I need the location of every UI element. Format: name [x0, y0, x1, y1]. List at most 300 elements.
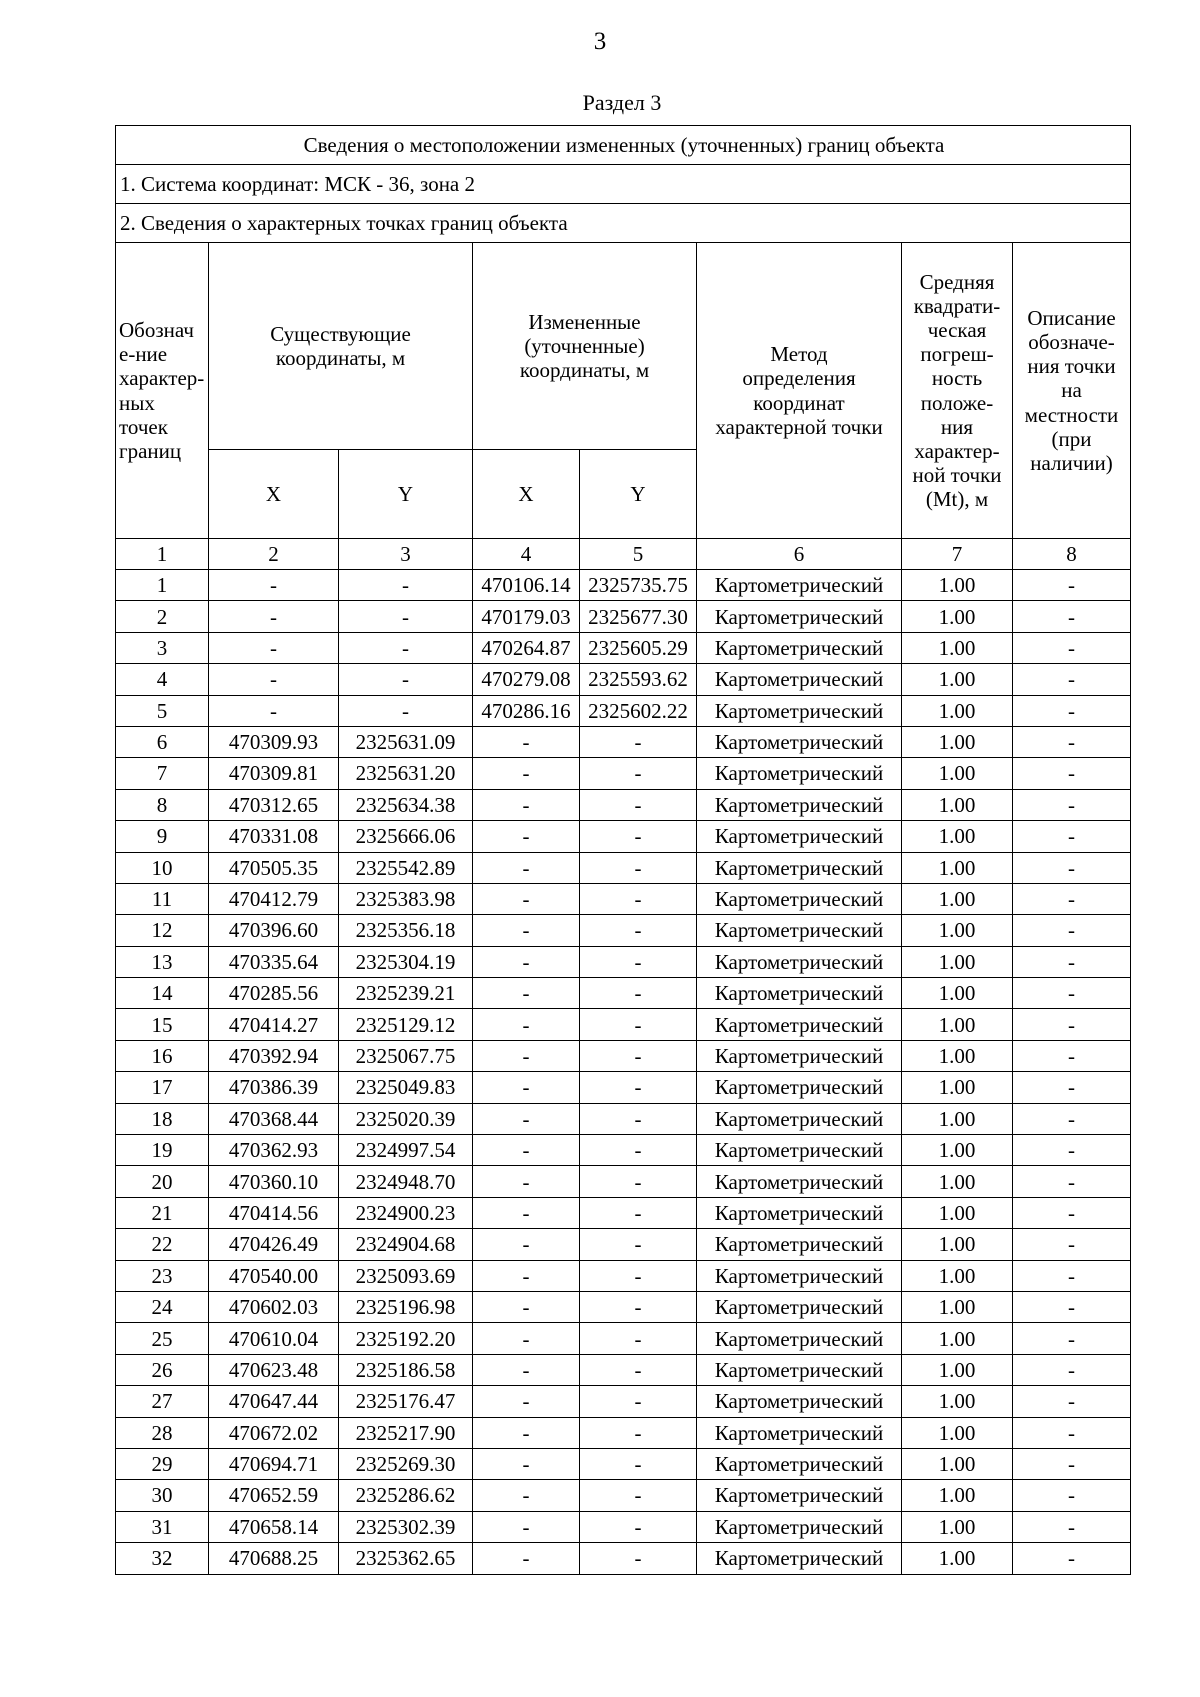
column-number: 5 [580, 539, 697, 570]
existing-y: 2325049.83 [339, 1072, 473, 1103]
column-number: 2 [209, 539, 339, 570]
point-number: 6 [116, 726, 209, 757]
changed-y: - [580, 821, 697, 852]
description: - [1013, 1135, 1131, 1166]
changed-y: - [580, 1135, 697, 1166]
changed-x: - [473, 852, 580, 883]
header-line: местности [1024, 402, 1119, 427]
changed-y: 2325605.29 [580, 632, 697, 663]
changed-y: - [580, 1511, 697, 1542]
coordinate-system: 1. Система координат: МСК - 36, зона 2 [116, 165, 1131, 204]
changed-x: - [473, 1354, 580, 1385]
table-row [116, 1009, 1131, 1040]
table-row [116, 1448, 1131, 1479]
header-line: характерной точки [715, 414, 883, 439]
changed-y: - [580, 883, 697, 914]
changed-y: - [580, 1480, 697, 1511]
description: - [1013, 1260, 1131, 1291]
existing-y: 2325269.30 [339, 1448, 473, 1479]
point-number: 15 [116, 1009, 209, 1040]
point-number: 16 [116, 1040, 209, 1071]
header-line: определения [742, 366, 856, 391]
description: - [1013, 1386, 1131, 1417]
mean-square-error: 1.00 [902, 1040, 1013, 1071]
description: - [1013, 695, 1131, 726]
point-number: 18 [116, 1103, 209, 1134]
description: - [1013, 570, 1131, 601]
header-changed-y: Y [580, 450, 697, 539]
table-row [116, 1354, 1131, 1385]
table-row [116, 1197, 1131, 1228]
description: - [1013, 601, 1131, 632]
existing-x: - [209, 632, 339, 663]
header-line: ния точки [1027, 354, 1116, 379]
header-line: ность [931, 366, 983, 391]
changed-y: 2325602.22 [580, 695, 697, 726]
table-row [116, 1511, 1131, 1542]
existing-y: 2325356.18 [339, 915, 473, 946]
method: Картометрический [697, 570, 902, 601]
mean-square-error: 1.00 [902, 664, 1013, 695]
table-row [116, 1386, 1131, 1417]
point-number: 24 [116, 1291, 209, 1322]
existing-x: 470610.04 [209, 1323, 339, 1354]
existing-x: 470309.93 [209, 726, 339, 757]
point-number: 8 [116, 789, 209, 820]
mean-square-error: 1.00 [902, 1448, 1013, 1479]
table-row [116, 883, 1131, 914]
changed-y: - [580, 1417, 697, 1448]
header-existing-y: Y [339, 450, 473, 539]
changed-x: - [473, 1511, 580, 1542]
existing-x: 470285.56 [209, 978, 339, 1009]
existing-y: - [339, 695, 473, 726]
mean-square-error: 1.00 [902, 1543, 1013, 1574]
table-row [116, 1543, 1131, 1574]
coordinates-table [115, 125, 1131, 1575]
mean-square-error: 1.00 [902, 1354, 1013, 1385]
changed-y: - [580, 1197, 697, 1228]
existing-x: 470360.10 [209, 1166, 339, 1197]
changed-x: - [473, 1135, 580, 1166]
mean-square-error: 1.00 [902, 915, 1013, 946]
table-row [116, 664, 1131, 695]
existing-x: 470362.93 [209, 1135, 339, 1166]
table-row [116, 1072, 1131, 1103]
mean-square-error: 1.00 [902, 1135, 1013, 1166]
method: Картометрический [697, 852, 902, 883]
method: Картометрический [697, 1417, 902, 1448]
description: - [1013, 1229, 1131, 1260]
method: Картометрический [697, 883, 902, 914]
method: Картометрический [697, 664, 902, 695]
changed-y: - [580, 1543, 697, 1574]
existing-y: 2325192.20 [339, 1323, 473, 1354]
description: - [1013, 1291, 1131, 1322]
existing-y: - [339, 570, 473, 601]
changed-x: 470106.14 [473, 570, 580, 601]
changed-x: - [473, 1291, 580, 1322]
existing-y: 2325631.20 [339, 758, 473, 789]
description: - [1013, 1197, 1131, 1228]
changed-y: - [580, 1260, 697, 1291]
table-body [116, 570, 1131, 1575]
changed-x: - [473, 1480, 580, 1511]
column-number: 1 [116, 539, 209, 570]
table-row [116, 1480, 1131, 1511]
changed-x: - [473, 1448, 580, 1479]
mean-square-error: 1.00 [902, 852, 1013, 883]
page-number: 3 [593, 28, 607, 55]
table-row [116, 632, 1131, 663]
table-row [116, 1260, 1131, 1291]
header-line: Существующие [270, 321, 411, 346]
method: Картометрический [697, 1448, 902, 1479]
changed-x: - [473, 758, 580, 789]
changed-y: - [580, 1448, 697, 1479]
changed-y: - [580, 726, 697, 757]
changed-x: - [473, 1229, 580, 1260]
description: - [1013, 1323, 1131, 1354]
mean-square-error: 1.00 [902, 1009, 1013, 1040]
description: - [1013, 852, 1131, 883]
mean-square-error: 1.00 [902, 695, 1013, 726]
method: Картометрический [697, 1135, 902, 1166]
method: Картометрический [697, 1040, 902, 1071]
existing-x: 470540.00 [209, 1260, 339, 1291]
existing-x: 470623.48 [209, 1354, 339, 1385]
description: - [1013, 978, 1131, 1009]
existing-y: 2325362.65 [339, 1543, 473, 1574]
existing-y: 2325196.98 [339, 1291, 473, 1322]
existing-x: 470331.08 [209, 821, 339, 852]
point-number: 3 [116, 632, 209, 663]
header-designation [116, 243, 209, 539]
existing-x: 470396.60 [209, 915, 339, 946]
existing-x: 470694.71 [209, 1448, 339, 1479]
existing-x: 470602.03 [209, 1291, 339, 1322]
description: - [1013, 758, 1131, 789]
existing-y: 2324997.54 [339, 1135, 473, 1166]
header-line: точек [119, 414, 168, 439]
method: Картометрический [697, 1103, 902, 1134]
table-row [116, 946, 1131, 977]
header-line: границ [119, 438, 182, 463]
table-row [116, 570, 1131, 601]
changed-x: - [473, 1197, 580, 1228]
method: Картометрический [697, 1543, 902, 1574]
existing-x: 470368.44 [209, 1103, 339, 1134]
header-line: погреш- [920, 342, 994, 367]
existing-y: 2325383.98 [339, 883, 473, 914]
description: - [1013, 1103, 1131, 1134]
changed-x: - [473, 789, 580, 820]
changed-y: - [580, 1103, 697, 1134]
mean-square-error: 1.00 [902, 1323, 1013, 1354]
point-number: 22 [116, 1229, 209, 1260]
header-line: Обознач [119, 318, 194, 343]
header-line: Измененные [528, 309, 641, 334]
description: - [1013, 1354, 1131, 1385]
header-line: (при [1051, 426, 1092, 451]
changed-y: 2325593.62 [580, 664, 697, 695]
header-existing-coordinates [209, 243, 473, 450]
changed-y: - [580, 1166, 697, 1197]
existing-y: 2325631.09 [339, 726, 473, 757]
method: Картометрический [697, 726, 902, 757]
changed-y: - [580, 946, 697, 977]
header-line: координат [753, 390, 845, 415]
description: - [1013, 1448, 1131, 1479]
changed-y: - [580, 1291, 697, 1322]
existing-x: 470412.79 [209, 883, 339, 914]
method: Картометрический [697, 1072, 902, 1103]
table-row [116, 821, 1131, 852]
point-number: 4 [116, 664, 209, 695]
method: Картометрический [697, 1291, 902, 1322]
header-line: ных [119, 390, 155, 415]
description: - [1013, 1511, 1131, 1542]
mean-square-error: 1.00 [902, 946, 1013, 977]
point-number: 7 [116, 758, 209, 789]
header-line: характер- [119, 366, 205, 391]
existing-x: - [209, 695, 339, 726]
existing-x: 470414.27 [209, 1009, 339, 1040]
header-method [697, 243, 902, 539]
existing-x: 470414.56 [209, 1197, 339, 1228]
existing-y: 2325020.39 [339, 1103, 473, 1134]
existing-y: 2325067.75 [339, 1040, 473, 1071]
changed-x: - [473, 1166, 580, 1197]
table-row [116, 852, 1131, 883]
changed-x: - [473, 1417, 580, 1448]
existing-x: 470386.39 [209, 1072, 339, 1103]
mean-square-error: 1.00 [902, 789, 1013, 820]
existing-y: 2325093.69 [339, 1260, 473, 1291]
existing-y: 2325634.38 [339, 789, 473, 820]
method: Картометрический [697, 1323, 902, 1354]
mean-square-error: 1.00 [902, 1166, 1013, 1197]
method: Картометрический [697, 821, 902, 852]
changed-x: - [473, 821, 580, 852]
existing-y: - [339, 632, 473, 663]
point-number: 13 [116, 946, 209, 977]
mean-square-error: 1.00 [902, 821, 1013, 852]
header-line: на [1061, 378, 1082, 403]
table-row [116, 695, 1131, 726]
existing-x: 470505.35 [209, 852, 339, 883]
mean-square-error: 1.00 [902, 1291, 1013, 1322]
points-heading: 2. Сведения о характерных точках границ объекта [116, 204, 1131, 243]
point-number: 21 [116, 1197, 209, 1228]
method: Картометрический [697, 1354, 902, 1385]
header-line: положе- [920, 390, 994, 415]
point-number: 5 [116, 695, 209, 726]
description: - [1013, 1072, 1131, 1103]
existing-y: 2325286.62 [339, 1480, 473, 1511]
table-row [116, 1229, 1131, 1260]
existing-x: 470658.14 [209, 1511, 339, 1542]
header-line: ческая [927, 318, 987, 343]
existing-x: 470426.49 [209, 1229, 339, 1260]
method: Картометрический [697, 1229, 902, 1260]
point-number: 30 [116, 1480, 209, 1511]
changed-x: - [473, 726, 580, 757]
changed-y: - [580, 978, 697, 1009]
header-description [1013, 243, 1131, 539]
changed-x: - [473, 1323, 580, 1354]
point-number: 17 [116, 1072, 209, 1103]
point-number: 1 [116, 570, 209, 601]
existing-y: 2325176.47 [339, 1386, 473, 1417]
point-number: 32 [116, 1543, 209, 1574]
changed-x: - [473, 1386, 580, 1417]
changed-y: - [580, 1040, 697, 1071]
method: Картометрический [697, 601, 902, 632]
method: Картометрический [697, 1386, 902, 1417]
existing-y: 2325217.90 [339, 1417, 473, 1448]
header-changed-coordinates [473, 243, 697, 450]
description: - [1013, 1009, 1131, 1040]
existing-x: - [209, 570, 339, 601]
changed-x: 470279.08 [473, 664, 580, 695]
description: - [1013, 1480, 1131, 1511]
point-number: 25 [116, 1323, 209, 1354]
changed-y: - [580, 1229, 697, 1260]
description: - [1013, 726, 1131, 757]
changed-y: 2325735.75 [580, 570, 697, 601]
description: - [1013, 664, 1131, 695]
method: Картометрический [697, 632, 902, 663]
changed-x: - [473, 1543, 580, 1574]
changed-x: - [473, 946, 580, 977]
column-number: 8 [1013, 539, 1131, 570]
table-row [116, 1135, 1131, 1166]
point-number: 26 [116, 1354, 209, 1385]
changed-x: - [473, 883, 580, 914]
column-number: 4 [473, 539, 580, 570]
mean-square-error: 1.00 [902, 1197, 1013, 1228]
table-row [116, 978, 1131, 1009]
table-row [116, 915, 1131, 946]
changed-x: - [473, 978, 580, 1009]
header-line: обозначе- [1028, 330, 1115, 355]
existing-y: 2325302.39 [339, 1511, 473, 1542]
changed-x: 470179.03 [473, 601, 580, 632]
changed-y: 2325677.30 [580, 601, 697, 632]
header-line: квадрати- [913, 293, 1001, 318]
mean-square-error: 1.00 [902, 726, 1013, 757]
changed-x: - [473, 1260, 580, 1291]
table-row [116, 1323, 1131, 1354]
description: - [1013, 1040, 1131, 1071]
mean-square-error: 1.00 [902, 1260, 1013, 1291]
description: - [1013, 821, 1131, 852]
point-number: 29 [116, 1448, 209, 1479]
table-row [116, 726, 1131, 757]
mean-square-error: 1.00 [902, 1103, 1013, 1134]
existing-y: 2325666.06 [339, 821, 473, 852]
column-number: 7 [902, 539, 1013, 570]
header-changed-x: X [473, 450, 580, 539]
existing-x: 470392.94 [209, 1040, 339, 1071]
changed-x: 470286.16 [473, 695, 580, 726]
mean-square-error: 1.00 [902, 1417, 1013, 1448]
point-number: 23 [116, 1260, 209, 1291]
existing-x: 470312.65 [209, 789, 339, 820]
changed-y: - [580, 1323, 697, 1354]
existing-y: 2325239.21 [339, 978, 473, 1009]
description: - [1013, 915, 1131, 946]
mean-square-error: 1.00 [902, 1386, 1013, 1417]
table-row [116, 601, 1131, 632]
description: - [1013, 946, 1131, 977]
mean-square-error: 1.00 [902, 1480, 1013, 1511]
changed-y: - [580, 1386, 697, 1417]
point-number: 2 [116, 601, 209, 632]
description: - [1013, 632, 1131, 663]
description: - [1013, 883, 1131, 914]
header-line: Метод [770, 342, 828, 367]
existing-x: 470688.25 [209, 1543, 339, 1574]
changed-x: - [473, 1009, 580, 1040]
header-line: ния [940, 414, 974, 439]
point-number: 14 [116, 978, 209, 1009]
table-row [116, 1417, 1131, 1448]
existing-x: - [209, 664, 339, 695]
method: Картометрический [697, 695, 902, 726]
point-number: 31 [116, 1511, 209, 1542]
table-row [116, 1103, 1131, 1134]
point-number: 9 [116, 821, 209, 852]
point-number: 12 [116, 915, 209, 946]
point-number: 28 [116, 1417, 209, 1448]
changed-x: - [473, 915, 580, 946]
table-row [116, 789, 1131, 820]
existing-y: 2324904.68 [339, 1229, 473, 1260]
header-line: Средняя [919, 269, 995, 294]
changed-y: - [580, 789, 697, 820]
changed-y: - [580, 852, 697, 883]
mean-square-error: 1.00 [902, 758, 1013, 789]
changed-x: - [473, 1103, 580, 1134]
method: Картометрический [697, 789, 902, 820]
method: Картометрический [697, 978, 902, 1009]
method: Картометрический [697, 1480, 902, 1511]
changed-y: - [580, 1354, 697, 1385]
column-number: 6 [697, 539, 902, 570]
header-mean-square-error [902, 243, 1013, 539]
header-line: (уточненные) [524, 333, 645, 358]
existing-x: 470647.44 [209, 1386, 339, 1417]
mean-square-error: 1.00 [902, 978, 1013, 1009]
description: - [1013, 1543, 1131, 1574]
method: Картометрический [697, 1260, 902, 1291]
point-number: 19 [116, 1135, 209, 1166]
existing-y: 2324900.23 [339, 1197, 473, 1228]
mean-square-error: 1.00 [902, 883, 1013, 914]
existing-y: 2324948.70 [339, 1166, 473, 1197]
existing-y: - [339, 601, 473, 632]
column-numbers-row [116, 539, 1131, 570]
header-line: наличии) [1030, 450, 1113, 475]
header-line: (Mt), м [925, 487, 989, 512]
method: Картометрический [697, 1009, 902, 1040]
header-existing-x: X [209, 450, 339, 539]
table-row [116, 1040, 1131, 1071]
method: Картометрический [697, 1197, 902, 1228]
changed-y: - [580, 1072, 697, 1103]
